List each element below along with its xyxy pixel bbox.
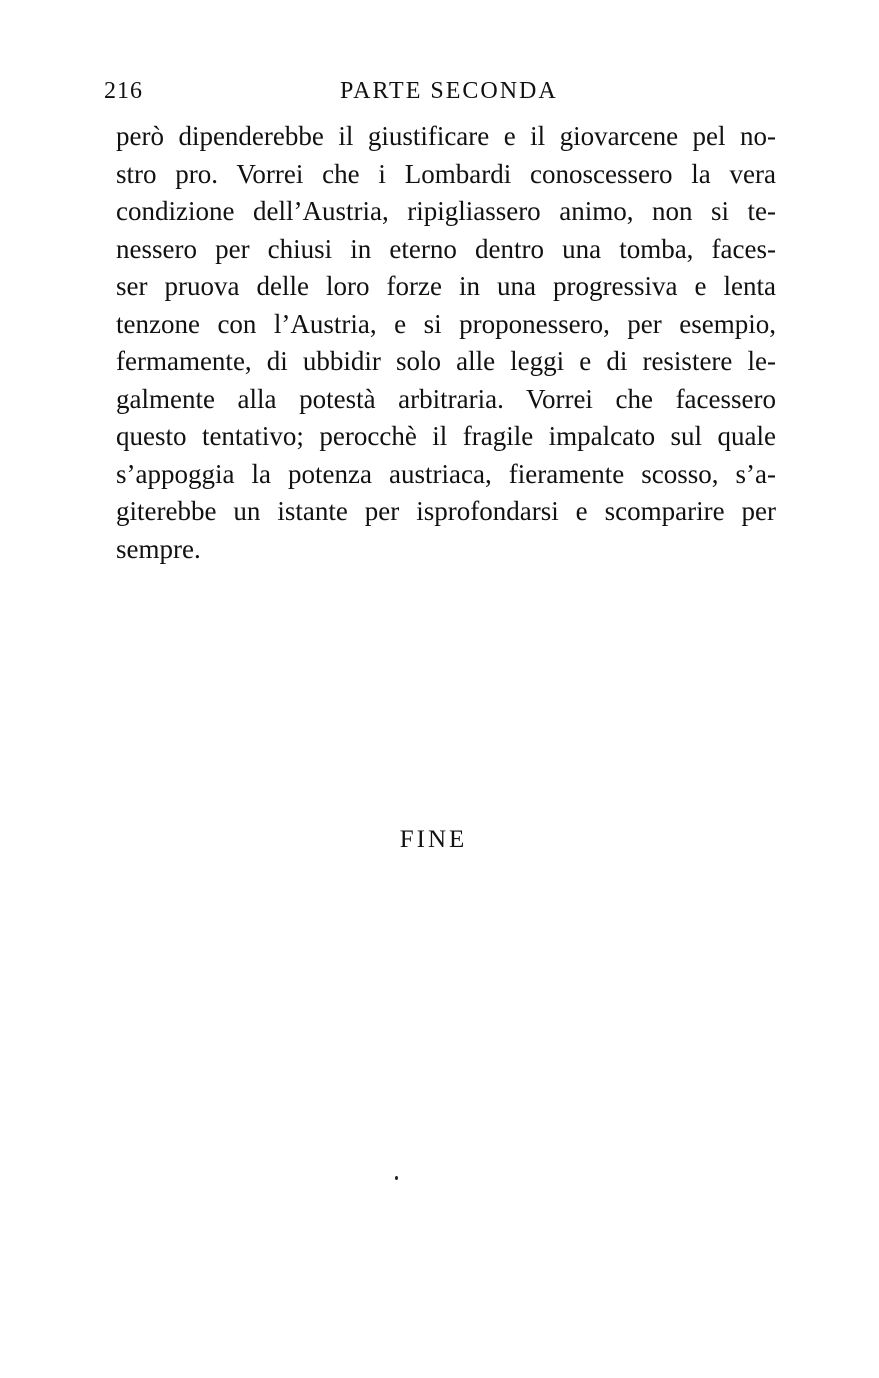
text-line: s’appoggia la potenza austriaca, fieramente scosso, s’a- xyxy=(116,458,776,489)
text-line: sempre. xyxy=(116,533,201,564)
page-header xyxy=(104,78,769,112)
text-line: ser pruova delle loro forze in una progressiva e lenta xyxy=(116,271,776,301)
end-label: FINE xyxy=(399,826,468,853)
text-line: galmente alla potestà arbitraria. Vorrei che facessero xyxy=(116,383,776,414)
body-paragraph xyxy=(116,118,776,568)
text-line: condizione dell’Austria, ripigliassero animo, non si te- xyxy=(116,196,776,226)
running-head: PARTE SECONDA xyxy=(340,78,558,104)
text-line: giterebbe un istante per isprofondarsi e scomparire per xyxy=(116,496,776,526)
text-line: nessero per chiusi in eterno dentro una tomba, faces- xyxy=(116,233,776,264)
text-line: però dipenderebbe il giustificare e il giovarcene pel no- xyxy=(116,121,776,151)
text-line: questo tentativo; perocchè il fragile impalcato sul quale xyxy=(116,421,776,451)
end-marker xyxy=(0,826,879,854)
page-number: 216 xyxy=(104,78,143,104)
text-line: stro pro. Vorrei che i Lombardi conoscessero la vera xyxy=(116,158,776,189)
text-line: tenzone con l’Austria, e si proponessero, per esempio, xyxy=(116,308,776,339)
ink-speck xyxy=(395,1176,398,1180)
text-line: fermamente, di ubbidir solo alle leggi e di resistere le- xyxy=(116,346,776,376)
